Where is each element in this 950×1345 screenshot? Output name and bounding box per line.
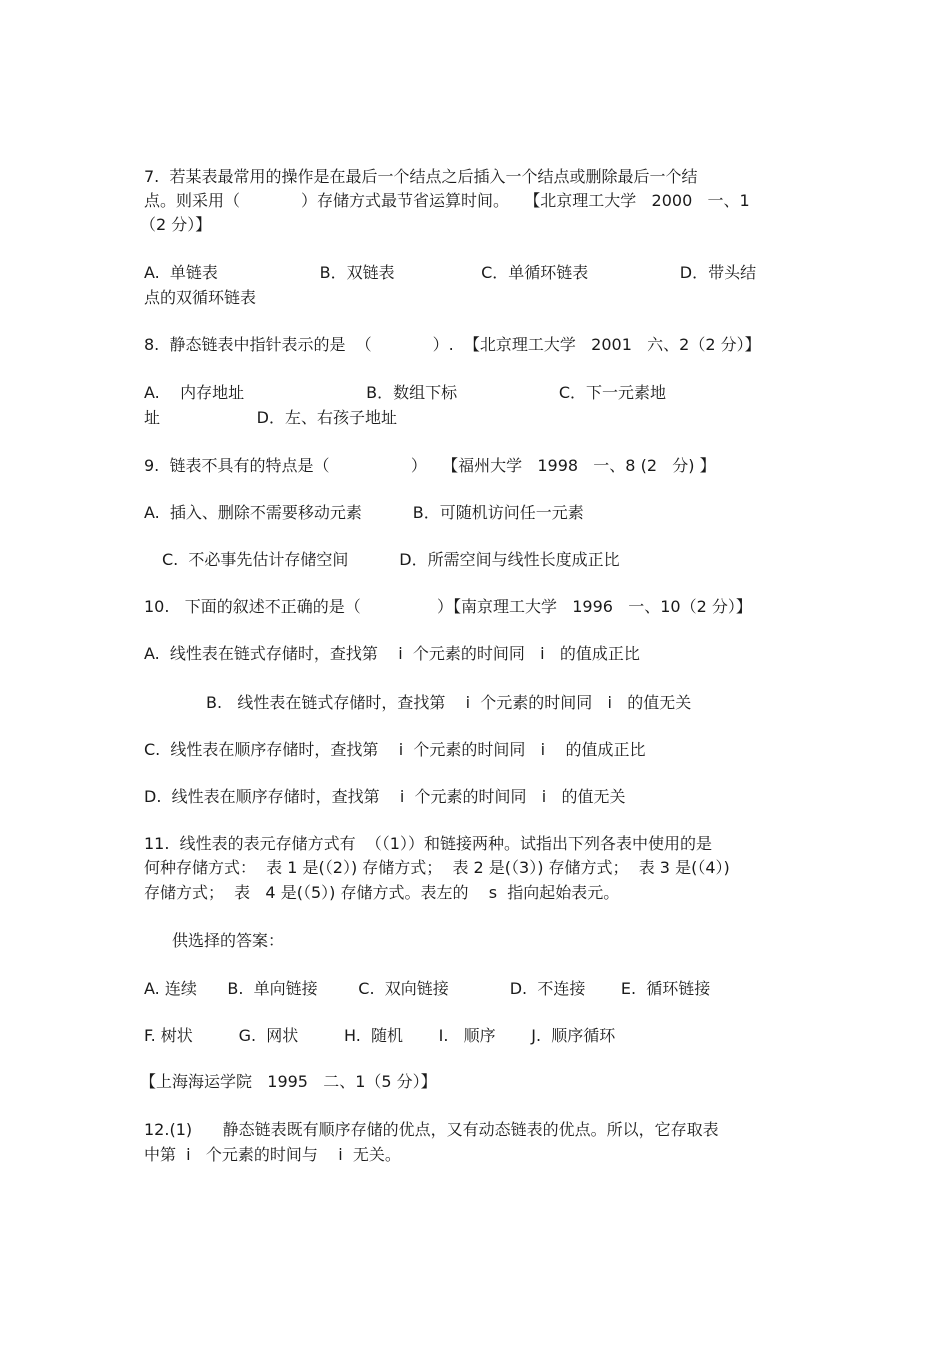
q11-answers-heading: 供选择的答案： xyxy=(172,931,285,950)
q9-option-cd: C. 不必事先估计存储空间 D．所需空间与线性长度成正比 xyxy=(162,550,620,569)
q10-option-a: A. 线性表在链式存储时，查找第 i 个元素的时间同 i 的值成正比 xyxy=(144,644,640,663)
q10-option-c: C. 线性表在顺序存储时，查找第 i 个元素的时间同 i 的值成正比 xyxy=(144,740,646,759)
q10-option-d: D. 线性表在顺序存储时，查找第 i 个元素的时间同 i 的值无关 xyxy=(144,787,626,806)
q8-options-line-1: A. 内存地址 B．数组下标 C．下一元素地 xyxy=(144,383,667,402)
q11-line-3: 存储方式； 表 4 是(（5）) 存储方式。表左的 s 指向起始表元。 xyxy=(144,883,620,902)
q8-options-line-2: 址 D．左、右孩子地址 xyxy=(144,408,397,427)
q9-option-ab: A. 插入、删除不需要移动元素 B．可随机访问任一元素 xyxy=(144,503,584,522)
q12-line-1: 12.(1) 静态链表既有顺序存储的优点，又有动态链表的优点。所以，它存取表 xyxy=(144,1120,719,1139)
q7-line-2: 点。则采用（ ）存储方式最节省运算时间。 【北京理工大学 2000 一、1 xyxy=(144,191,750,210)
q11-answers-row-1: A. 连续 B. 单向链接 C. 双向链接 D. 不连接 E. 循环链接 xyxy=(144,979,711,998)
q11-source: 【上海海运学院 1995 二、1（5 分）】 xyxy=(140,1072,437,1091)
q7-line-1: 7. 若某表最常用的操作是在最后一个结点之后插入一个结点或删除最后一个结 xyxy=(144,167,698,186)
q8-line-1: 8. 静态链表中指针表示的是 （ ）. 【北京理工大学 2001 六、2（2 分）】 xyxy=(144,335,761,354)
q7-options-line-1: A. 单链表 B．双链表 C．单循环链表 D．带头结 xyxy=(144,263,757,282)
q12-line-2: 中第 i 个元素的时间与 i 无关。 xyxy=(144,1145,401,1164)
q10-option-b: B. 线性表在链式存储时，查找第 i 个元素的时间同 i 的值无关 xyxy=(206,693,692,712)
q11-line-2: 何种存储方式： 表 1 是(（2）) 存储方式； 表 2 是(（3）) 存储方式； 表 3 是(（4）) xyxy=(144,858,730,877)
q10-line-1: 10. 下面的叙述不正确的是（ ）【南京理工大学 1996 一、10（2 分）】 xyxy=(144,597,752,616)
q11-line-1: 11. 线性表的表元存储方式有 （（1））和链接两种。试指出下列各表中使用的是 xyxy=(144,834,712,853)
q7-options-line-2: 点的双循环链表 xyxy=(144,288,257,307)
q7-line-3: （2 分）】 xyxy=(140,215,212,234)
q9-line-1: 9. 链表不具有的特点是（ ） 【福州大学 1998 一、8 (2 分) 】 xyxy=(144,456,716,475)
q11-answers-row-2: F. 树状 G. 网状 H. 随机 I. 顺序 J. 顺序循环 xyxy=(144,1026,616,1045)
